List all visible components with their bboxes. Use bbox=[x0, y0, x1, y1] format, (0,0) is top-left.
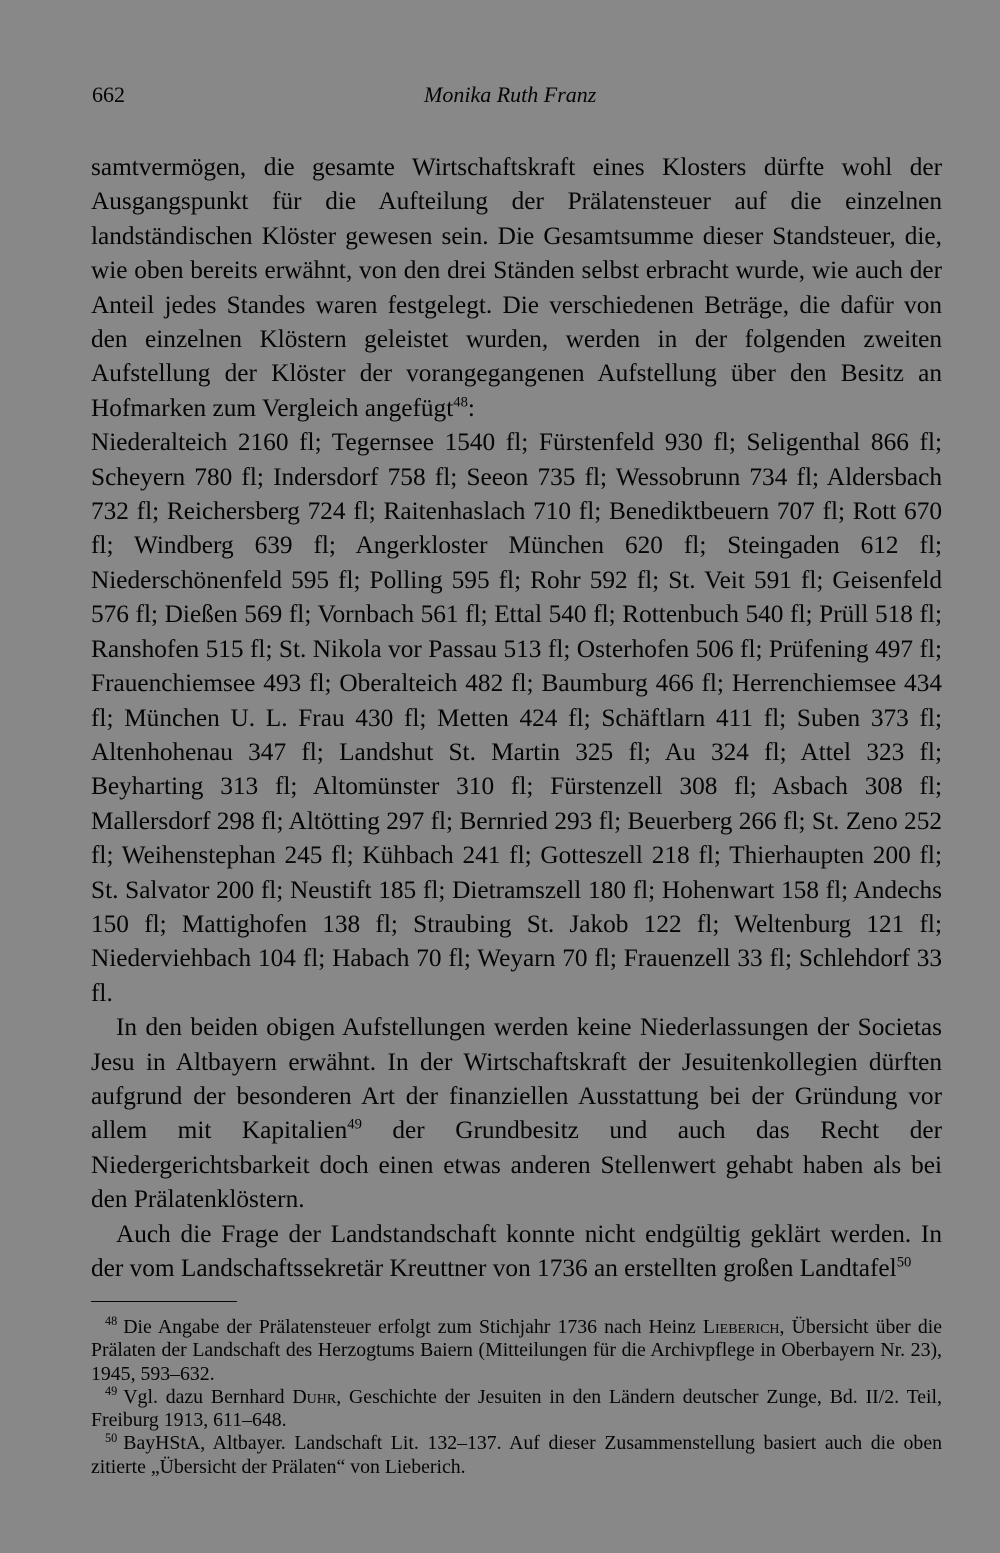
footnote-author-name: Duhr bbox=[292, 1385, 337, 1408]
paragraph-3-text-a: In den beiden obigen Aufstellungen werden keine Niederlassungen der Societas Jesu in Altbayern erwähnt. In der Wirtschaftskraft der Jesuitenkollegien dürften aufgrund der besonderen Art der finanziellen Ausstattung bei der Gründung vor allem mit Kapitalien bbox=[91, 1013, 942, 1145]
footnote-text: Die Angabe der Prälatensteuer erfolgt zum Stichjahr 1736 nach Heinz bbox=[123, 1316, 703, 1338]
paragraph-3-text-b: der Grundbesitz und auch das Recht der Niedergerichtsbarkeit doch einen etwas anderen Stellenwert gehabt haben als bei den Prälatenklöstern. bbox=[91, 1116, 942, 1214]
footnote-author-name: Lieberich bbox=[702, 1316, 780, 1338]
monastery-tax-list: Niederalteich 2160 fl; Tegernsee 1540 fl; Fürstenfeld 930 fl; Seligenthal 866 fl; Scheyern 780 fl; Indersdorf 758 fl; Seeon 735 fl; Wessobrunn 734 fl; Aldersbach 732 fl; Reichersberg 724 fl; Raitenhaslach 710 fl; Benediktbeuern 707 fl; Rott 670 fl; Windberg 639 fl; Angerkloster München 620 fl; Steingaden 612 fl; Niederschönenfeld 595 fl; Polling 595 fl; Rohr 592 fl; St. Veit 591 fl; Geisenfeld 576 fl; Dießen 569 fl; Vornbach 561 fl; Ettal 540 fl; Rottenbuch 540 fl; Prüll 518 fl; Ranshofen 515 fl; St. Nikola vor Passau 513 fl; Osterhofen 506 fl; Prüfening 497 fl; Frauenchiemsee 493 fl; Oberalteich 482 fl; Baumburg 466 fl; Herrenchiemsee 434 fl; München U. L. Frau 430 fl; Metten 424 fl; Schäftlarn 411 fl; Suben 373 fl; Altenhohenau 347 fl; Landshut St. Martin 325 fl; Au 324 fl; Attel 323 fl; Beyharting 313 fl; Altomünster 310 fl; Fürstenzell 308 fl; Asbach 308 fl; Mallersdorf 298 fl; Altötting 297 fl; Bernried 293 fl; Beuerberg 266 fl; St. Zeno 252 fl; Weihenstephan 245 fl; Kühbach 241 fl; Gotteszell 218 fl; Thierhaupten 200 fl; St. Salvator 200 fl; Neustift 185 fl; Dietramszell 180 fl; Hohenwart 158 fl; Andechs 150 fl; Mattighofen 138 fl; Straubing St. Jakob 122 fl; Weltenburg 121 fl; Niederviehbach 104 fl; Habach 70 fl; Weyarn 70 fl; Frauenzell 33 fl; Schlehdorf 33 fl. bbox=[91, 428, 942, 1007]
footnote-text: BayHStA, Altbayer. Landschaft Lit. 132–137. Auf dieser Zusammenstellung basiert auch die oben zitierte „Übersicht der Prälaten“ von Lieberich. bbox=[91, 1432, 942, 1478]
paragraph-1 bbox=[91, 150, 942, 425]
paragraph-1-colon: : bbox=[467, 393, 475, 422]
footnote-48 bbox=[91, 1316, 942, 1386]
footnote-separator bbox=[91, 1301, 237, 1302]
footnote-ref-50: 50 bbox=[896, 1254, 912, 1271]
paragraph-4-text: Auch die Frage der Landstandschaft konnte nicht endgültig geklärt werden. In der vom Landschaftssekretär Kreuttner von 1736 an erstellten großen Landtafel bbox=[91, 1219, 942, 1282]
paragraph-1-text: samtvermögen, die gesamte Wirtschaftskraft eines Klosters dürfte wohl der Ausgangspunkt für die Aufteilung der Prälatensteuer auf die einzelnen landständischen Klöster gewesen sein. Die Gesamtsumme dieser Standsteuer, die, wie oben bereits erwähnt, von den drei Ständen selbst erbracht wurde, wie auch der Anteil jedes Standes waren festgelegt. Die verschiedenen Beträge, die dafür von den einzelnen Klöstern geleistet wurden, werden in der folgenden zweiten Aufstellung der Klöster der vorangegangenen Aufstellung über den Besitz an Hofmarken zum Vergleich angefügt bbox=[91, 153, 942, 422]
footnote-ref-48: 48 bbox=[453, 394, 468, 411]
footnote-ref-49: 49 bbox=[347, 1116, 362, 1133]
paragraph-4 bbox=[91, 1217, 942, 1286]
footnote-number: 48 bbox=[105, 1314, 118, 1329]
main-text bbox=[91, 150, 942, 1285]
footnote-49 bbox=[91, 1386, 942, 1433]
footnote-number: 50 bbox=[105, 1430, 118, 1445]
footnote-text: , Geschichte der Jesuiten in den Ländern deutscher Zunge, Bd. II/2. Teil, Freiburg 1913, 611–648. bbox=[91, 1385, 942, 1432]
footnote-text: , Übersicht über die Prälaten der Landschaft des Herzogtums Baiern (Mitteilungen für die Archivpflege in Oberbayern Nr. 23), 1945, 593–632. bbox=[91, 1316, 943, 1385]
footnote-text: Vgl. dazu Bernhard bbox=[123, 1385, 293, 1408]
running-head-author: Monika Ruth Franz bbox=[424, 82, 597, 107]
running-head bbox=[92, 82, 942, 112]
footnote-number: 49 bbox=[105, 1384, 118, 1399]
footnote-50 bbox=[91, 1432, 942, 1479]
footnotes bbox=[91, 1316, 942, 1479]
paragraph-3 bbox=[91, 1010, 942, 1216]
page-number: 662 bbox=[92, 82, 125, 107]
